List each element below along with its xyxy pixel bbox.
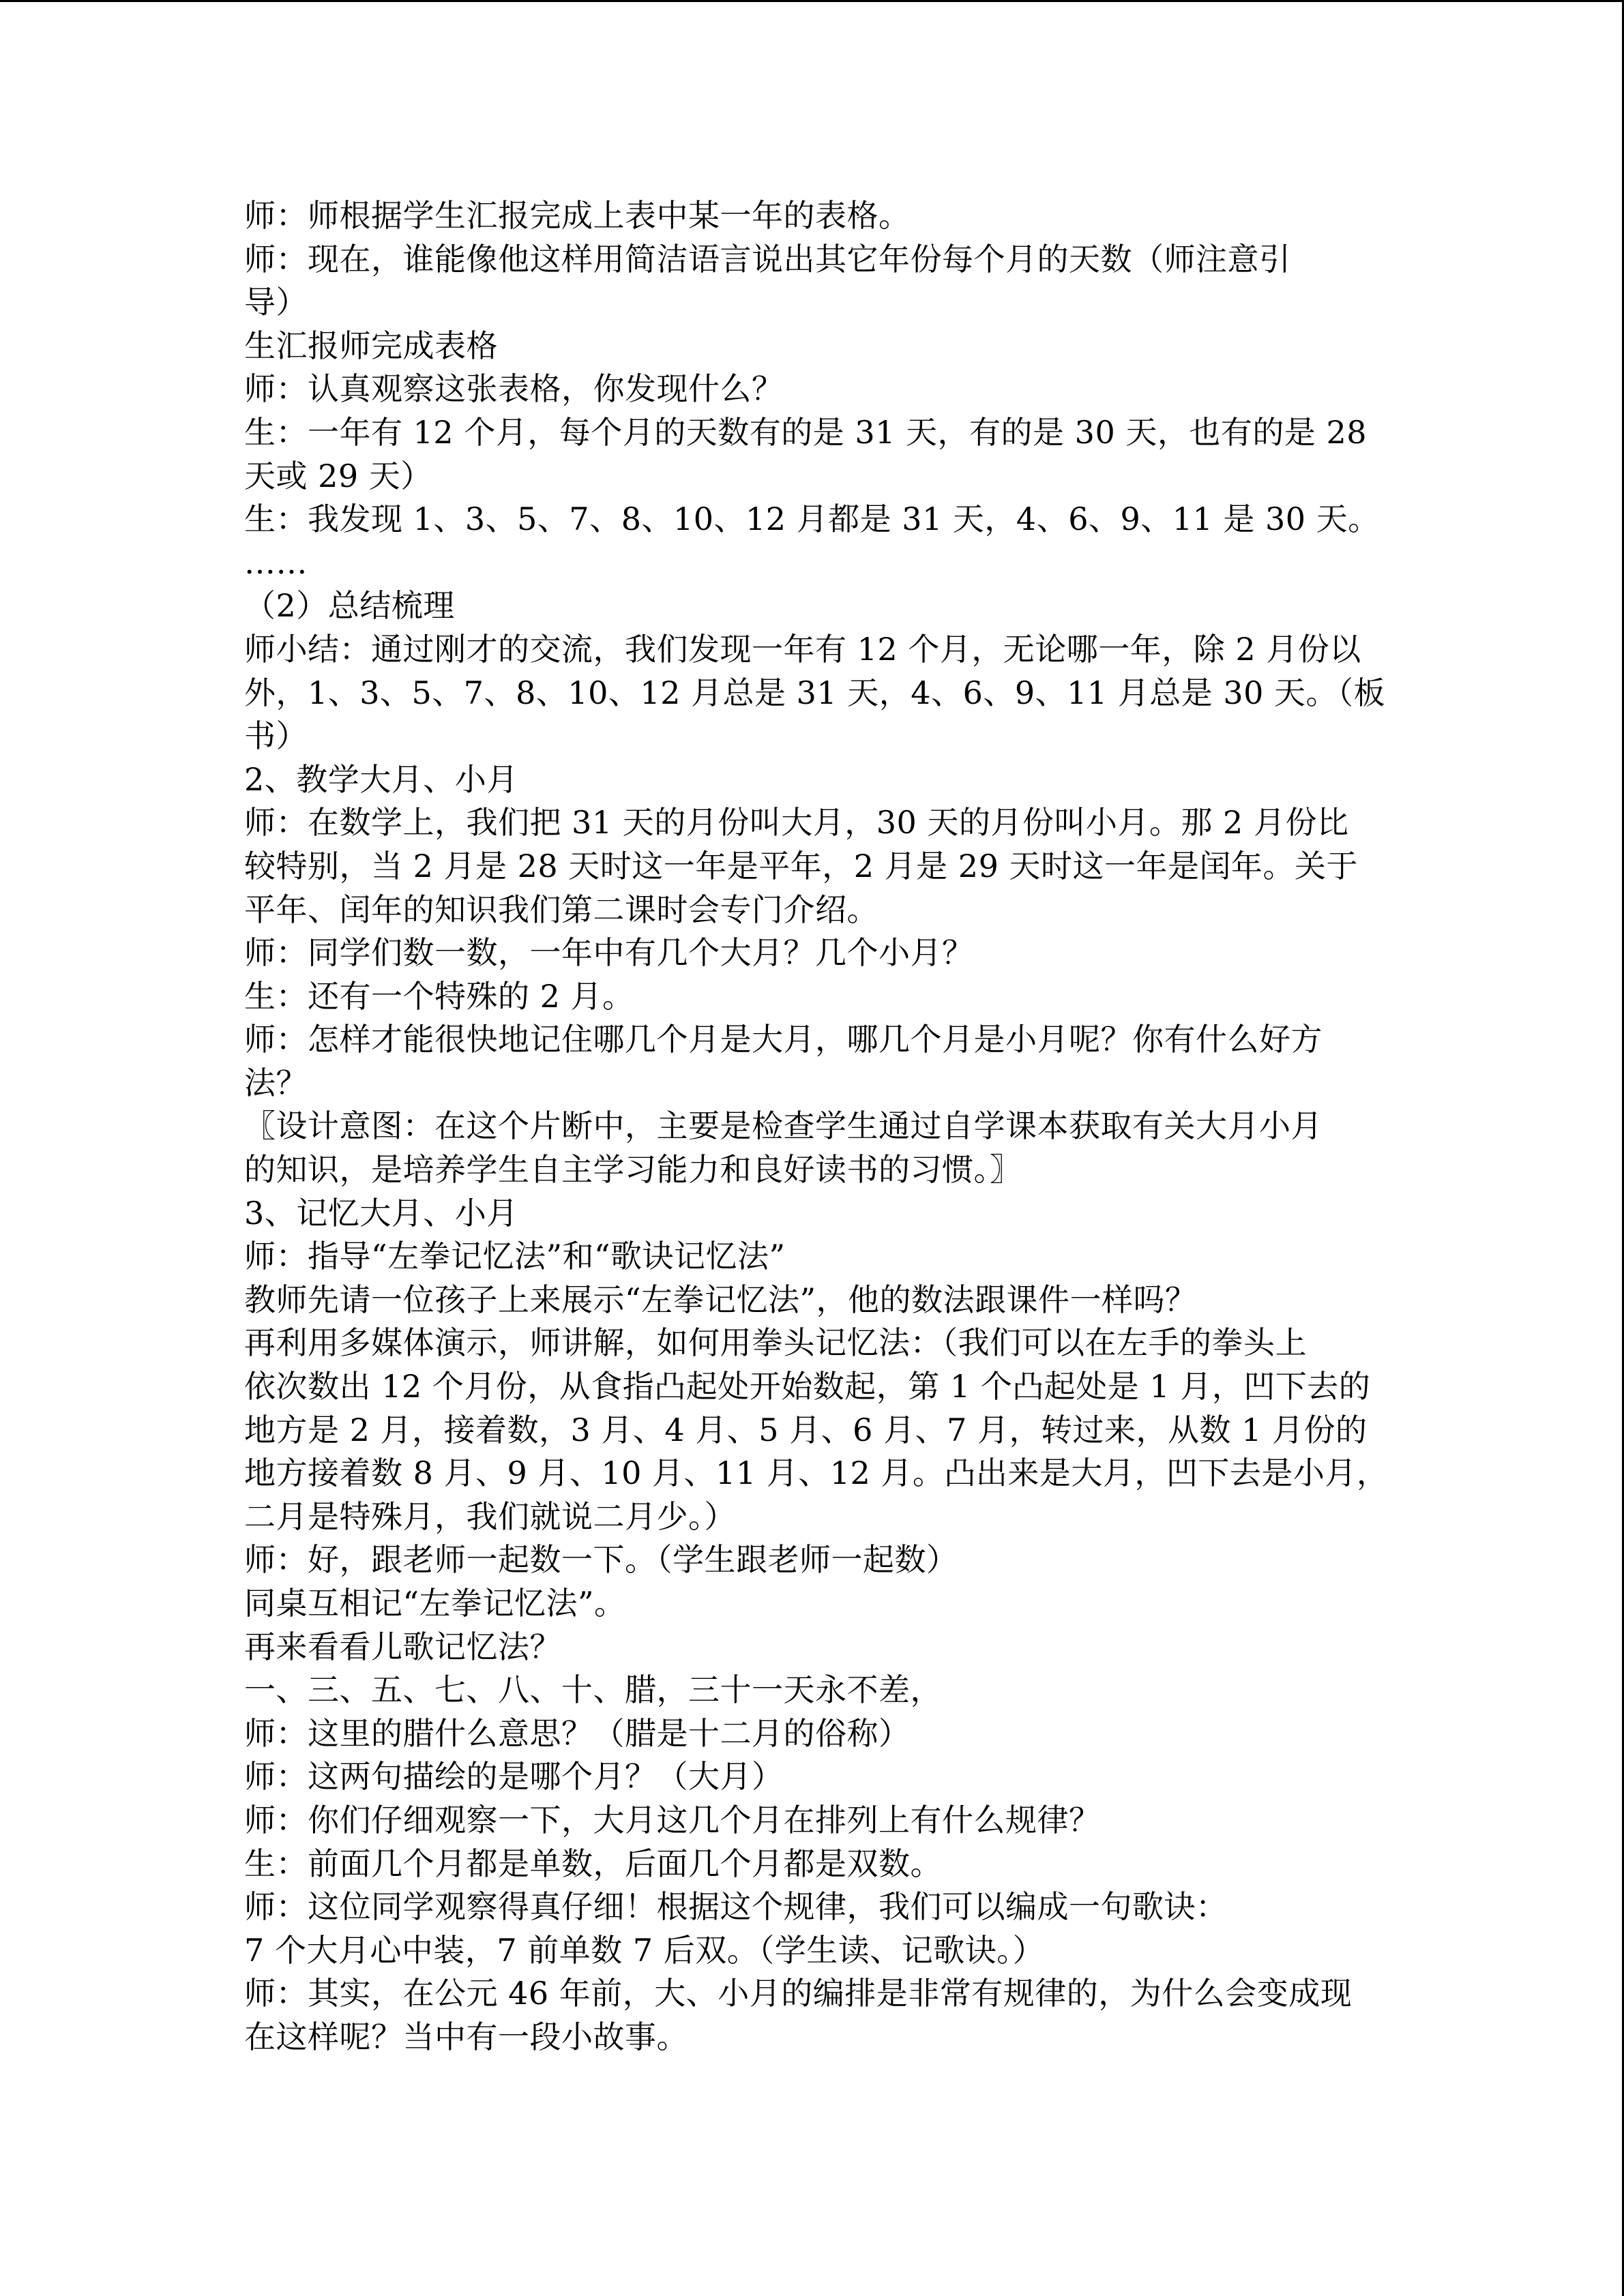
text-line: 同桌互相记“左拳记忆法”。 xyxy=(244,1585,626,1622)
text-line: 地方是 2 月，接着数，3 月、4 月、5 月、6 月、7 月，转过来，从数 1 月份的 xyxy=(244,1411,1368,1448)
text-line: 生：一年有 12 个月，每个月的天数有的是 31 天，有的是 30 天，也有的是 28 xyxy=(244,413,1367,451)
text-line: 的知识，是培养学生自主学习能力和良好读书的习惯。〗 xyxy=(244,1151,1022,1189)
text-line: 〖设计意图：在这个片断中，主要是检查学生通过自学课本获取有关大月小月 xyxy=(244,1107,1323,1145)
text-line: （2）总结梳理 xyxy=(244,587,455,625)
text-line: 二月是特殊月，我们就说二月少。） xyxy=(244,1497,736,1535)
text-line: 生：还有一个特殊的 2 月。 xyxy=(244,977,634,1015)
text-line: 较特别，当 2 月是 28 天时这一年是平年，2 月是 29 天时这一年是闰年。关于 xyxy=(244,847,1358,884)
text-line: 在这样呢？当中有一段小故事。 xyxy=(244,2018,688,2055)
text-line: 外，1、3、5、7、8、10、12 月总是 31 天，4、6、9、11 月总是 30 天。（板 xyxy=(244,674,1386,711)
text-line: 师：怎样才能很快地记住哪几个月是大月，哪几个月是小月呢？你有什么好方 xyxy=(244,1021,1323,1058)
text-line: 7 个大月心中装，7 前单数 7 后双。（学生读、记歌诀。） xyxy=(244,1931,1045,1969)
text-line: 再来看看儿歌记忆法？ xyxy=(244,1628,561,1665)
text-line: 师：好，跟老师一起数一下。（学生跟老师一起数） xyxy=(244,1541,958,1579)
text-line: 3、记忆大月、小月 xyxy=(244,1194,518,1232)
text-line: 一、三、五、七、八、十、腊，三十一天永不差， xyxy=(244,1671,942,1709)
text-line: 师：在数学上，我们把 31 天的月份叫大月，30 天的月份叫小月。那 2 月份比 xyxy=(244,804,1349,841)
text-line: 教师先请一位孩子上来展示“左拳记忆法”，他的数法跟课件一样吗？ xyxy=(244,1281,1197,1318)
text-line: 生：前面几个月都是单数，后面几个月都是双数。 xyxy=(244,1845,942,1882)
text-line: 平年、闰年的知识我们第二课时会专门介绍。 xyxy=(244,891,879,928)
text-line: 导） xyxy=(244,284,308,321)
text-line: 依次数出 12 个月份，从食指凸起处开始数起，第 1 个凸起处是 1 月，凹下去的 xyxy=(244,1368,1371,1405)
text-line: 2、教学大月、小月 xyxy=(244,760,518,798)
text-line: 师：师根据学生汇报完成上表中某一年的表格。 xyxy=(244,197,911,234)
text-line: 书） xyxy=(244,717,308,755)
text-line: 法？ xyxy=(244,1064,308,1101)
text-line: 生汇报师完成表格 xyxy=(244,327,498,364)
text-line: 天或 29 天） xyxy=(244,457,432,494)
text-line: 师：指导“左拳记忆法”和“歌诀记忆法” xyxy=(244,1238,786,1275)
text-line: 师：这里的腊什么意思？（腊是十二月的俗称） xyxy=(244,1714,911,1752)
text-line: 师小结：通过刚才的交流，我们发现一年有 12 个月，无论哪一年，除 2 月份以 xyxy=(244,630,1361,668)
text-line: 师：其实，在公元 46 年前，大、小月的编排是非常有规律的，为什么会变成现 xyxy=(244,1975,1353,2012)
text-line: 师：你们仔细观察一下，大月这几个月在排列上有什么规律？ xyxy=(244,1801,1101,1838)
text-line: 师：认真观察这张表格，你发现什么？ xyxy=(244,370,784,408)
text-line: …… xyxy=(244,543,308,581)
text-line: 师：这两句描绘的是哪个月？（大月） xyxy=(244,1758,784,1795)
text-line: 师：这位同学观察得真仔细！根据这个规律，我们可以编成一句歌诀： xyxy=(244,1888,1228,1926)
text-line: 再利用多媒体演示，师讲解，如何用拳头记忆法：（我们可以在左手的拳头上 xyxy=(244,1324,1307,1362)
text-line: 师：同学们数一数，一年中有几个大月？几个小月？ xyxy=(244,934,974,972)
text-line: 生：我发现 1、3、5、7、8、10、12 月都是 31 天，4、6、9、11 是 30 天。 xyxy=(244,501,1380,538)
text-line: 师：现在，谁能像他这样用简洁语言说出其它年份每个月的天数（师注意引 xyxy=(244,240,1291,278)
text-line: 地方接着数 8 月、9 月、10 月、11 月、12 月。凸出来是大月，凹下去是小月， xyxy=(244,1455,1389,1492)
document-body xyxy=(244,194,1404,2059)
